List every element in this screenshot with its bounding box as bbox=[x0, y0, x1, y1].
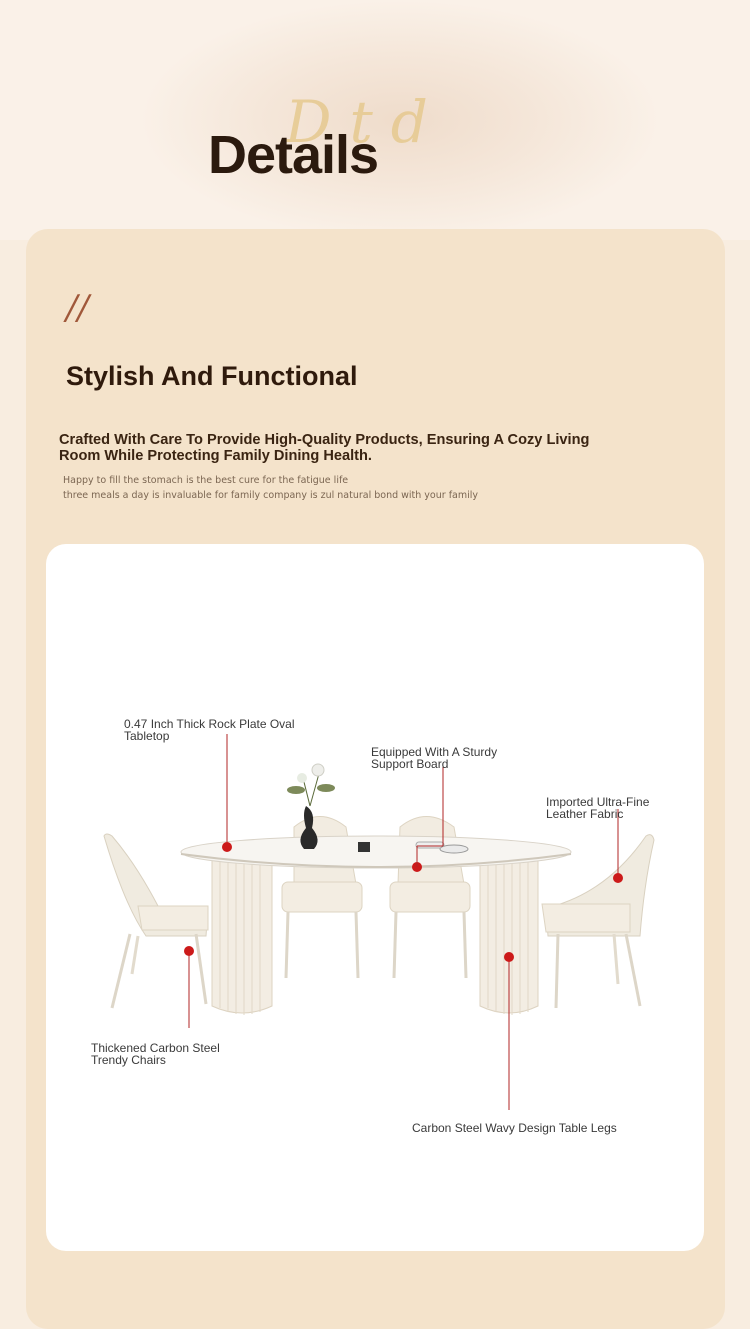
callout-leather: Imported Ultra-Fine Leather Fabric bbox=[546, 795, 650, 821]
callout-dot-tabletop bbox=[222, 842, 232, 852]
section-description: Crafted With Care To Provide High-Quality Products, Ensuring A Cozy Living Room While Protecting Family Dining Health. bbox=[59, 432, 590, 464]
dining-set-illustration bbox=[46, 544, 704, 1251]
product-photo-panel bbox=[46, 544, 704, 1251]
page-title: Details bbox=[208, 125, 379, 185]
callout-dot-chairs bbox=[184, 946, 194, 956]
chair-left-image bbox=[104, 834, 208, 1008]
table-leg-left-image bbox=[212, 859, 272, 1015]
tabletop-image bbox=[181, 836, 571, 868]
decorative-script-graphic: Dtd bbox=[285, 88, 446, 156]
callout-support: Equipped With A Sturdy Support Board bbox=[371, 745, 498, 771]
tagline-line-1: Happy to fill the stomach is the best cure for the fatigue life bbox=[63, 475, 349, 486]
details-card bbox=[26, 229, 725, 1329]
quote-mark-icon: // bbox=[66, 288, 89, 328]
callout-chairs: Thickened Carbon Steel Trendy Chairs bbox=[91, 1041, 220, 1067]
tagline-line-2: three meals a day is invaluable for family company is zul natural bond with your family bbox=[63, 490, 479, 501]
callout-dot-leather bbox=[613, 873, 623, 883]
callout-dot-legs bbox=[504, 952, 514, 962]
section-title: Stylish And Functional bbox=[66, 361, 358, 391]
callout-tabletop: 0.47 Inch Thick Rock Plate Oval Tabletop bbox=[124, 717, 295, 743]
callout-legs: Carbon Steel Wavy Design Table Legs bbox=[412, 1121, 617, 1135]
chair-right-image bbox=[542, 835, 654, 1008]
